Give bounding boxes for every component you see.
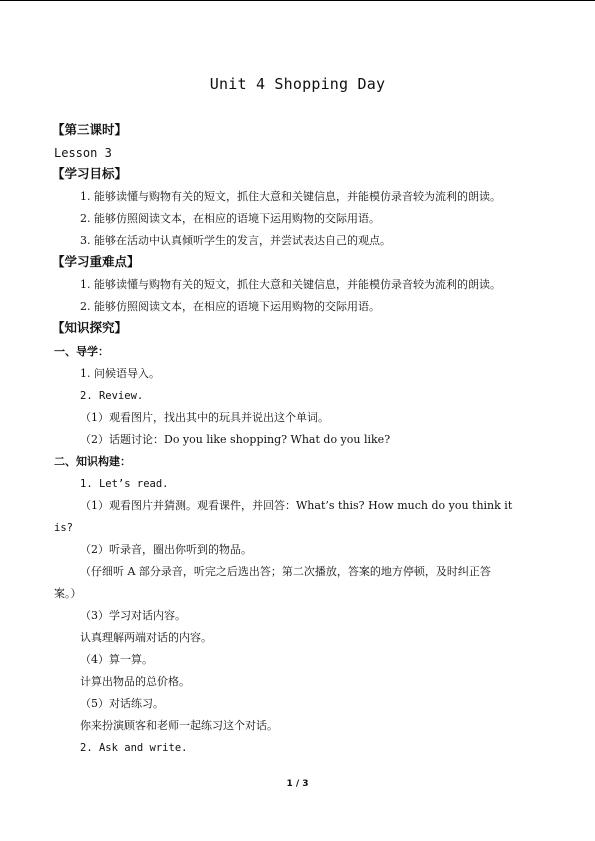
document-title: Unit 4 Shopping Day: [209, 75, 386, 93]
objectives-heading: 【学习目标】: [52, 166, 128, 181]
guide-line-1: 1. 问候语导入。: [80, 367, 160, 380]
guide-heading: 一、导学：: [54, 345, 109, 358]
construction-line-6: 案。）: [54, 587, 82, 600]
construction-line-5: （仔细听 A 部分录音，听完之后选出答；第二次播放，答案的地方停顿，及时纠正答: [80, 565, 491, 578]
construction-line-10: 计算出物品的总价格。: [80, 675, 190, 688]
construction-heading: 二、知识构建：: [54, 455, 131, 468]
objective-item-1: 1. 能够读懂与购物有关的短文，抓住大意和关键信息，并能模仿录音较为流利的朗读。: [80, 190, 501, 203]
page-number: 1 / 3: [286, 779, 309, 789]
construction-line-3: is?: [54, 522, 73, 534]
objective-item-3: 3. 能够在活动中认真倾听学生的发言，并尝试表达自己的观点。: [80, 234, 391, 247]
lesson-name: Lesson 3: [54, 146, 112, 160]
lesson-period-heading: 【第三课时】: [52, 122, 128, 137]
construction-line-8: 认真理解两端对话的内容。: [80, 631, 212, 644]
construction-line-1: 1. Let’s read.: [80, 478, 169, 490]
construction-line-9: （4）算一算。: [80, 653, 153, 666]
construction-line-2: （1）观看图片并猜测。观看课件，并回答：What’s this? How much do you think it: [80, 499, 513, 512]
key-points-heading: 【学习重难点】: [52, 254, 140, 269]
guide-line-2: 2. Review.: [80, 390, 144, 402]
construction-line-4: （2）听录音，圈出你听到的物品。: [80, 543, 252, 556]
construction-line-12: 你来扮演顾客和老师一起练习这个对话。: [80, 719, 278, 732]
construction-line-11: （5）对话练习。: [80, 697, 164, 710]
construction-line-13: 2. Ask and write.: [80, 742, 188, 754]
key-point-item-1: 1. 能够读懂与购物有关的短文，抓住大意和关键信息，并能模仿录音较为流利的朗读。: [80, 278, 501, 291]
guide-line-4: （2）话题讨论：Do you like shopping? What do you like?: [80, 433, 391, 446]
construction-line-7: （3）学习对话内容。: [80, 609, 186, 622]
objective-item-2: 2. 能够仿照阅读文本，在相应的语境下运用购物的交际用语。: [80, 212, 380, 225]
exploration-heading: 【知识探究】: [52, 320, 128, 335]
key-point-item-2: 2. 能够仿照阅读文本，在相应的语境下运用购物的交际用语。: [80, 300, 380, 313]
guide-line-3: （1）观看图片，找出其中的玩具并说出这个单词。: [80, 411, 329, 424]
page-top-rule: [0, 0, 595, 1]
